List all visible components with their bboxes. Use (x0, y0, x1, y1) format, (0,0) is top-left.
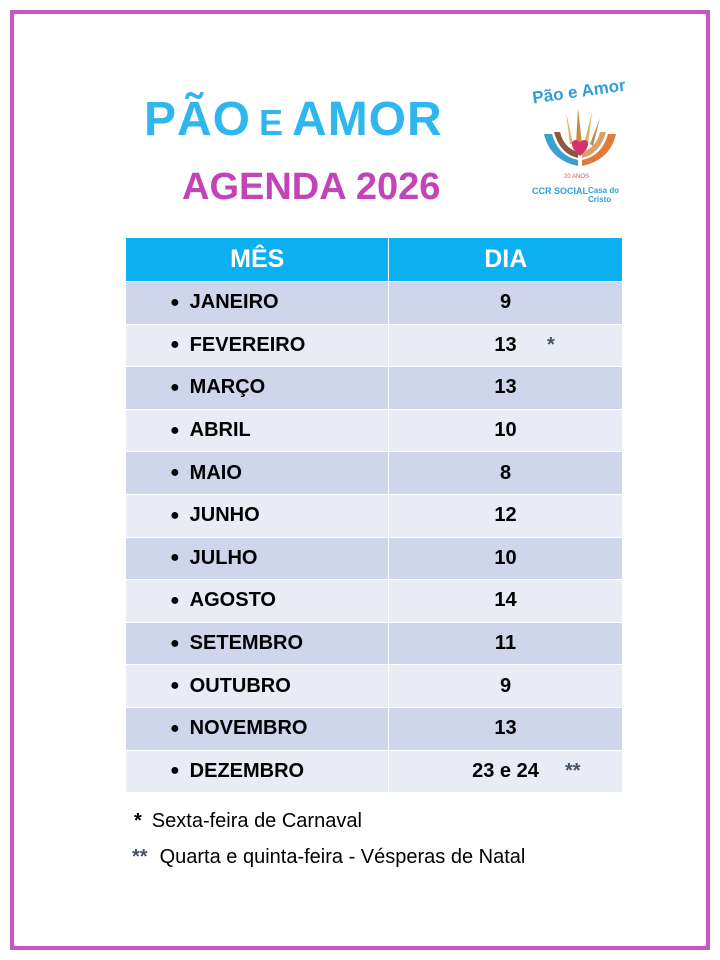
title-word-amor: AMOR (292, 93, 443, 146)
month-cell (126, 538, 389, 580)
day-cell (389, 538, 622, 580)
month-cell (126, 325, 389, 367)
month-cell (126, 282, 389, 324)
month-label: ABRIL (189, 419, 251, 442)
month-cell (126, 708, 389, 750)
table-row (126, 409, 622, 452)
logo-title: Pão e Amor (531, 75, 627, 108)
footnote-text: Sexta-feira de Carnaval (151, 810, 362, 832)
agenda-table (126, 238, 622, 792)
day-value: 13 (494, 717, 517, 740)
month-cell (126, 452, 389, 494)
month-label: MAIO (189, 461, 242, 484)
month-cell (126, 580, 389, 622)
header-month: MÊS (126, 238, 389, 281)
pao-e-amor-logo (524, 75, 634, 210)
bullet-icon: ● (170, 421, 180, 439)
month-label: FEVEREIRO (189, 333, 306, 356)
bullet-icon: ● (170, 378, 180, 396)
day-value: 13 (494, 376, 517, 399)
day-cell (389, 495, 622, 537)
month-label: OUTUBRO (189, 674, 291, 697)
footnote-mark: ** (132, 846, 148, 868)
month-label: JANEIRO (189, 291, 279, 314)
month-label: DEZEMBRO (189, 759, 305, 782)
logo-years: 20 ANOS (564, 174, 590, 180)
footnote-natal (132, 846, 525, 869)
day-cell (389, 452, 622, 494)
day-cell (389, 325, 622, 367)
month-label: NOVEMBRO (189, 717, 308, 740)
day-value: 9 (499, 291, 512, 314)
table-row (126, 366, 622, 409)
table-row (126, 451, 622, 494)
month-cell (126, 665, 389, 707)
day-value: 14 (494, 589, 517, 612)
table-row (126, 281, 622, 324)
table-row (126, 664, 622, 707)
header-day: DIA (484, 245, 528, 273)
day-cell (389, 708, 622, 750)
month-label: SETEMBRO (189, 632, 304, 655)
bullet-icon: ● (170, 549, 180, 567)
day-value: 8 (499, 461, 512, 484)
footnote-text: Quarta e quinta-feira - Vésperas de Natal (159, 846, 526, 868)
month-label: JUNHO (189, 504, 260, 527)
casa-do-cristo-logo: Casa do Cristo (588, 186, 620, 204)
day-cell (389, 665, 622, 707)
footnote-mark: ** (565, 759, 581, 782)
bullet-icon: ● (170, 591, 180, 609)
bullet-icon: ● (170, 634, 180, 652)
footnote-carnaval (134, 810, 362, 833)
table-row (126, 579, 622, 622)
day-cell (389, 580, 622, 622)
bullet-icon: ● (170, 677, 180, 695)
day-cell (389, 751, 622, 793)
day-cell (389, 623, 622, 665)
footnote-mark: * (134, 810, 142, 832)
day-value: 9 (499, 674, 512, 697)
footnote-mark: * (547, 333, 555, 356)
month-cell (126, 495, 389, 537)
bullet-icon: ● (170, 506, 180, 524)
bullet-icon: ● (170, 719, 180, 737)
day-value: 13 (494, 333, 517, 356)
bullet-icon: ● (170, 336, 180, 354)
table-row (126, 494, 622, 537)
title-word-pao: PÃO (144, 93, 252, 146)
table-row (126, 537, 622, 580)
month-cell (126, 367, 389, 409)
day-value: 11 (494, 632, 517, 655)
month-cell (126, 410, 389, 452)
day-value: 12 (494, 504, 517, 527)
table-row (126, 750, 622, 793)
bullet-icon: ● (170, 293, 180, 311)
month-label: JULHO (189, 546, 258, 569)
day-value: 23 e 24 (472, 759, 539, 782)
page-title (144, 92, 443, 147)
day-cell (389, 282, 622, 324)
month-cell (126, 751, 389, 793)
page-subtitle: AGENDA 2026 (182, 166, 441, 208)
hands-heart-icon (540, 104, 620, 174)
table-header (126, 238, 622, 281)
month-label: MARÇO (189, 376, 266, 399)
ccr-social-logo: CCR SOCIAL (532, 186, 588, 196)
table-row (126, 324, 622, 367)
day-cell (389, 367, 622, 409)
month-cell (126, 623, 389, 665)
day-value: 10 (494, 419, 517, 442)
title-word-e: E (259, 102, 285, 143)
bullet-icon: ● (170, 464, 180, 482)
day-value: 10 (494, 546, 517, 569)
month-label: AGOSTO (189, 589, 276, 612)
day-cell (389, 410, 622, 452)
table-row (126, 622, 622, 665)
table-row (126, 707, 622, 750)
bullet-icon: ● (170, 762, 180, 780)
